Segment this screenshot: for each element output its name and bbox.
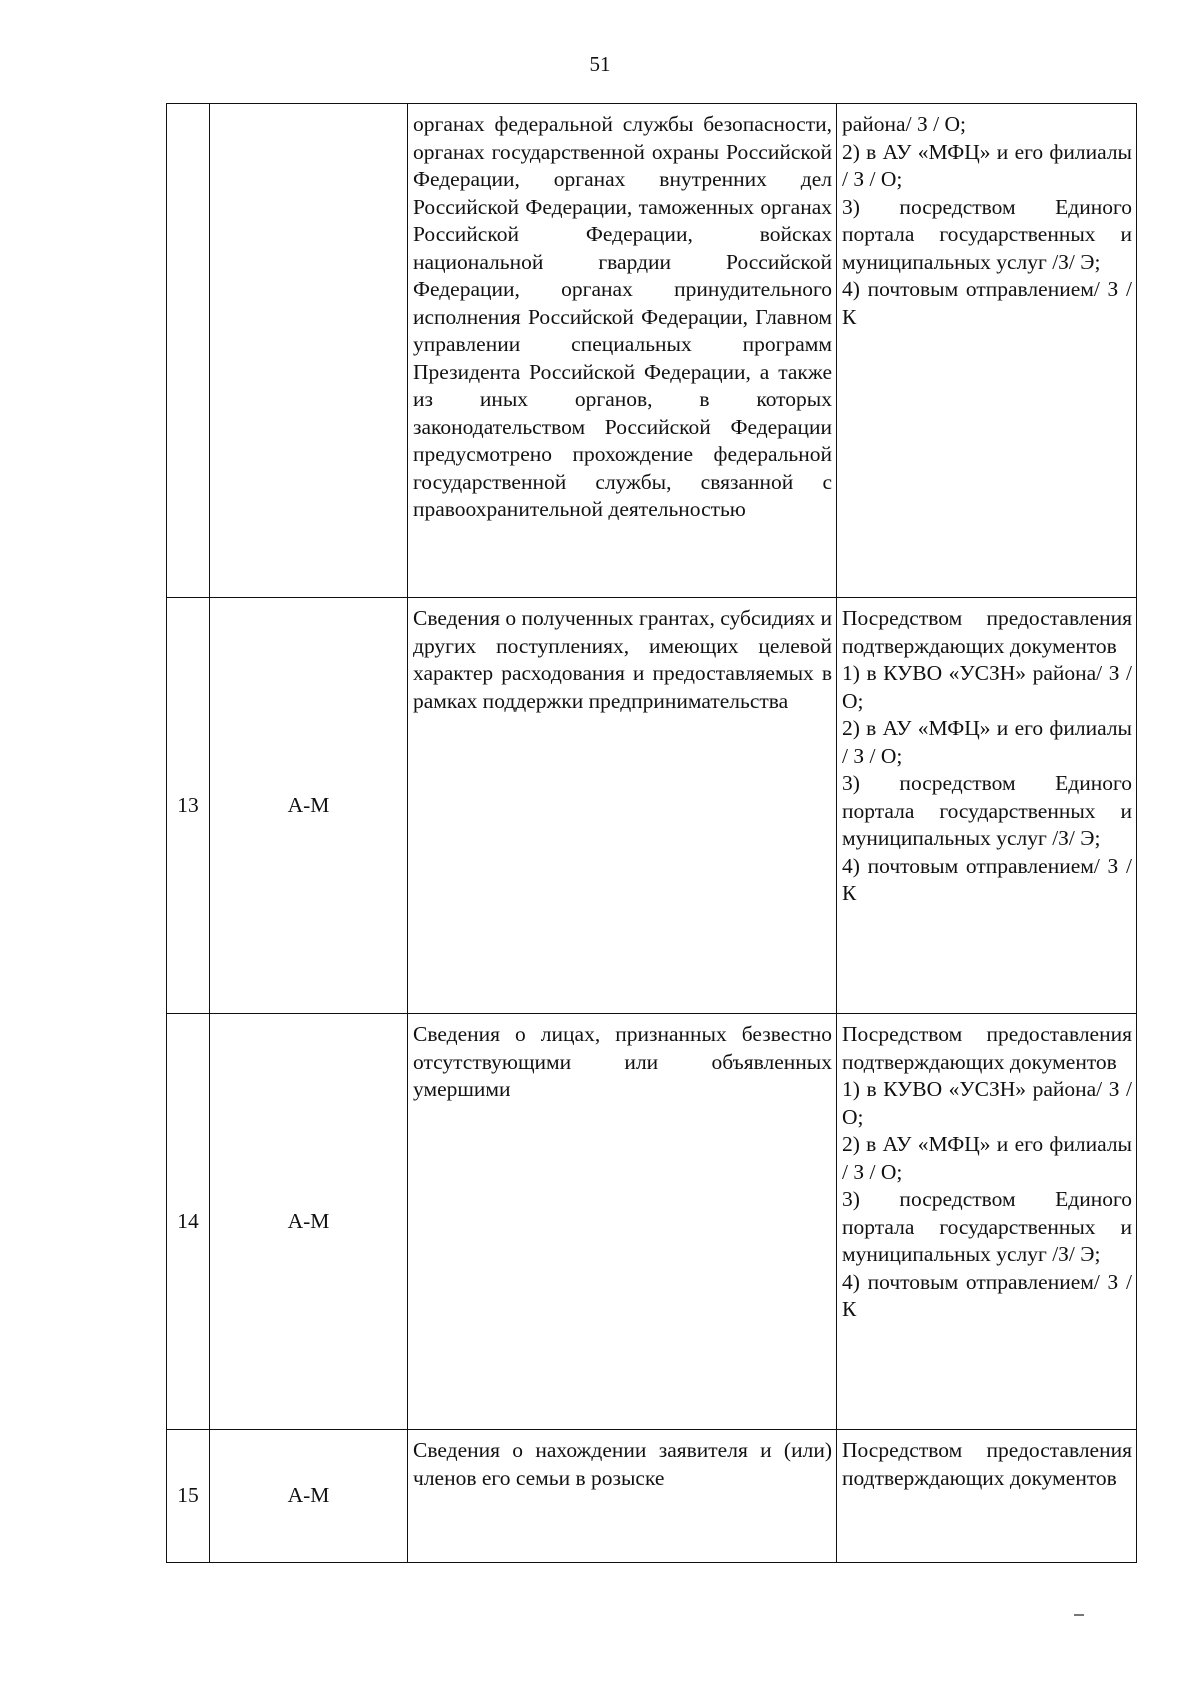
method-line: 1) в КУВО «УСЗН» района/ З / О; xyxy=(842,661,1132,713)
method-line: 3) посредством Единого портала государственных и муниципальных услуг /З/ Э; xyxy=(842,1187,1132,1266)
method-line: 4) почтовым отправлением/ З / К xyxy=(842,277,1132,329)
row-number: 15 xyxy=(167,1430,210,1563)
row-number: 13 xyxy=(167,598,210,1014)
table-row xyxy=(167,598,1137,1014)
page-number: 51 xyxy=(589,52,611,76)
method-line: 4) почтовым отправлением/ З / К xyxy=(842,1269,1132,1321)
method-line: 2) в АУ «МФЦ» и его филиалы / З / О; xyxy=(842,716,1132,768)
row-description: Сведения о нахождении заявителя и (или) членов его семьи в розыске xyxy=(408,1430,837,1563)
row-method xyxy=(837,1430,1137,1563)
row-method xyxy=(837,1014,1137,1430)
row-description: органах федеральной службы безопасности, органах государственной охраны Российской Федерации, органах внутренних дел Российской Федерации, таможенных органах Российской Федерации, войсках национальной гвардии Российской Федерации, органах принудительного исполнения Российской Федерации, Главном управлении специальных программ Президента Российской Федерации, а также из иных органов, в которых законодательством Российской Федерации предусмотрено прохождение федеральной государственной службы, связанной с правоохранительной деятельностью xyxy=(408,104,837,598)
row-code: А-М xyxy=(210,598,408,1014)
row-description: Сведения о лицах, признанных безвестно отсутствующими или объявленных умершими xyxy=(408,1014,837,1430)
method-line: 1) в КУВО «УСЗН» района/ З / О; xyxy=(842,1077,1132,1129)
table-row xyxy=(167,1430,1137,1563)
method-line: 3) посредством Единого портала государственных и муниципальных услуг /З/ Э; xyxy=(842,771,1132,850)
services-table xyxy=(166,103,1137,1563)
scan-mark xyxy=(1074,1614,1084,1616)
method-line: Посредством предоставления подтверждающих документов xyxy=(842,606,1132,658)
method-line: района/ З / О; xyxy=(842,112,966,136)
row-code: А-М xyxy=(210,1430,408,1563)
row-number xyxy=(167,104,210,598)
row-code: А-М xyxy=(210,1014,408,1430)
table-row xyxy=(167,104,1137,598)
method-line: Посредством предоставления подтверждающих документов xyxy=(842,1438,1132,1490)
method-line: 2) в АУ «МФЦ» и его филиалы / З / О; xyxy=(842,1132,1132,1184)
method-line: 2) в АУ «МФЦ» и его филиалы / З / О; xyxy=(842,139,1132,191)
row-method xyxy=(837,104,1137,598)
table-row xyxy=(167,1014,1137,1430)
method-line: 4) почтовым отправлением/ З / К xyxy=(842,853,1132,905)
method-line: Посредством предоставления подтверждающих документов xyxy=(842,1022,1132,1074)
row-method xyxy=(837,598,1137,1014)
row-description: Сведения о полученных грантах, субсидиях и других поступлениях, имеющих целевой характер расходования и предоставляемых в рамках поддержки предпринимательства xyxy=(408,598,837,1014)
method-line: 3) посредством Единого портала государственных и муниципальных услуг /З/ Э; xyxy=(842,194,1132,274)
row-code xyxy=(210,104,408,598)
row-number: 14 xyxy=(167,1014,210,1430)
